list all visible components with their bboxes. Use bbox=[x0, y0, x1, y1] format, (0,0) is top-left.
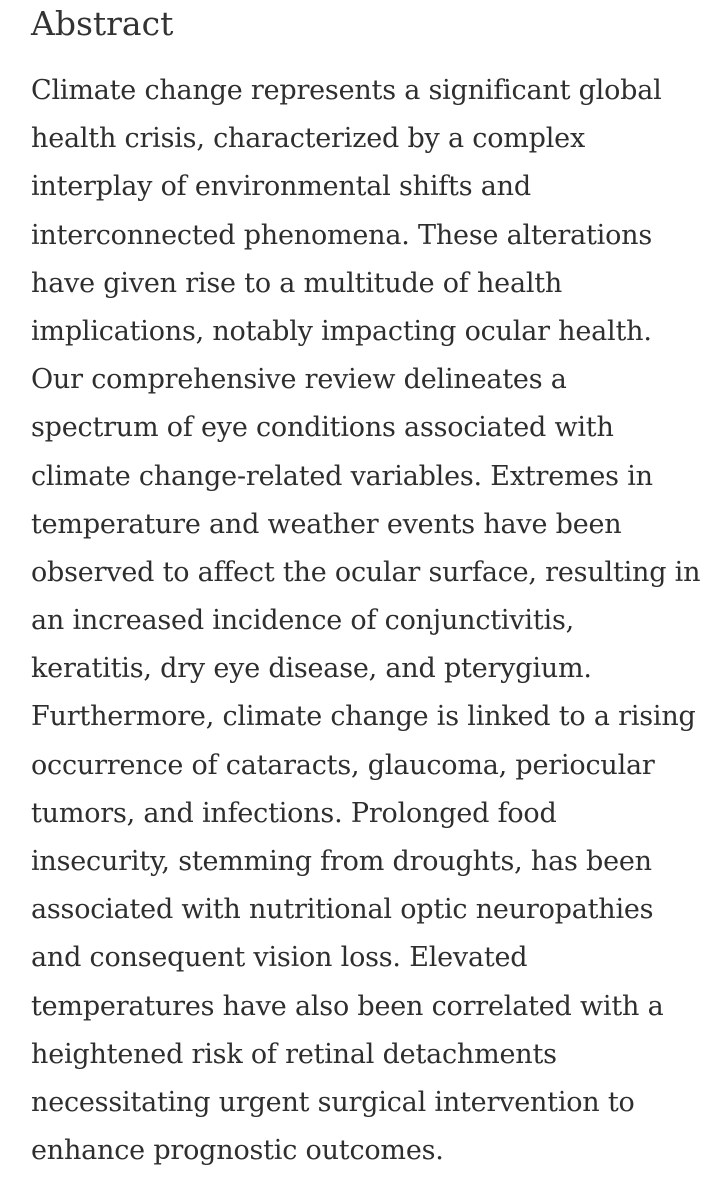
abstract-line: occurrence of cataracts, glaucoma, periocular bbox=[31, 749, 655, 781]
abstract-line: Furthermore, climate change is linked to a rising bbox=[31, 701, 696, 733]
abstract-heading: Abstract bbox=[31, 4, 174, 43]
abstract-line: associated with nutritional optic neuropathies bbox=[31, 894, 654, 926]
abstract-line: Climate change represents a significant global bbox=[31, 75, 662, 106]
abstract-line: implications, notably impacting ocular health. bbox=[31, 315, 652, 347]
abstract-line: spectrum of eye conditions associated with bbox=[31, 412, 614, 444]
abstract-line: and consequent vision loss. Elevated bbox=[31, 942, 528, 974]
abstract-line: heightened risk of retinal detachments bbox=[31, 1038, 557, 1070]
abstract-line: necessitating urgent surgical intervention to bbox=[31, 1086, 635, 1118]
abstract-line: Our comprehensive review delineates a bbox=[31, 364, 567, 396]
abstract-line: keratitis, dry eye disease, and pterygium. bbox=[31, 653, 592, 685]
abstract-line: climate change-related variables. Extremes in bbox=[31, 460, 653, 492]
abstract-line: an increased incidence of conjunctivitis, bbox=[31, 605, 574, 637]
abstract-line: have given rise to a multitude of health bbox=[31, 267, 563, 299]
abstract-line: interconnected phenomena. These alterations bbox=[31, 219, 652, 251]
abstract-line: interplay of environmental shifts and bbox=[31, 171, 531, 203]
abstract-line: temperatures have also been correlated with a bbox=[31, 990, 664, 1022]
abstract-line: health crisis, characterized by a complex bbox=[31, 123, 585, 155]
abstract-line: insecurity, stemming from droughts, has been bbox=[31, 846, 652, 877]
abstract-line: observed to affect the ocular surface, resulting in bbox=[31, 556, 701, 588]
abstract-line: enhance prognostic outcomes. bbox=[31, 1135, 444, 1167]
abstract-line: temperature and weather events have been bbox=[31, 508, 622, 540]
abstract-line: tumors, and infections. Prolonged food bbox=[31, 797, 557, 829]
abstract-body bbox=[31, 67, 700, 1175]
